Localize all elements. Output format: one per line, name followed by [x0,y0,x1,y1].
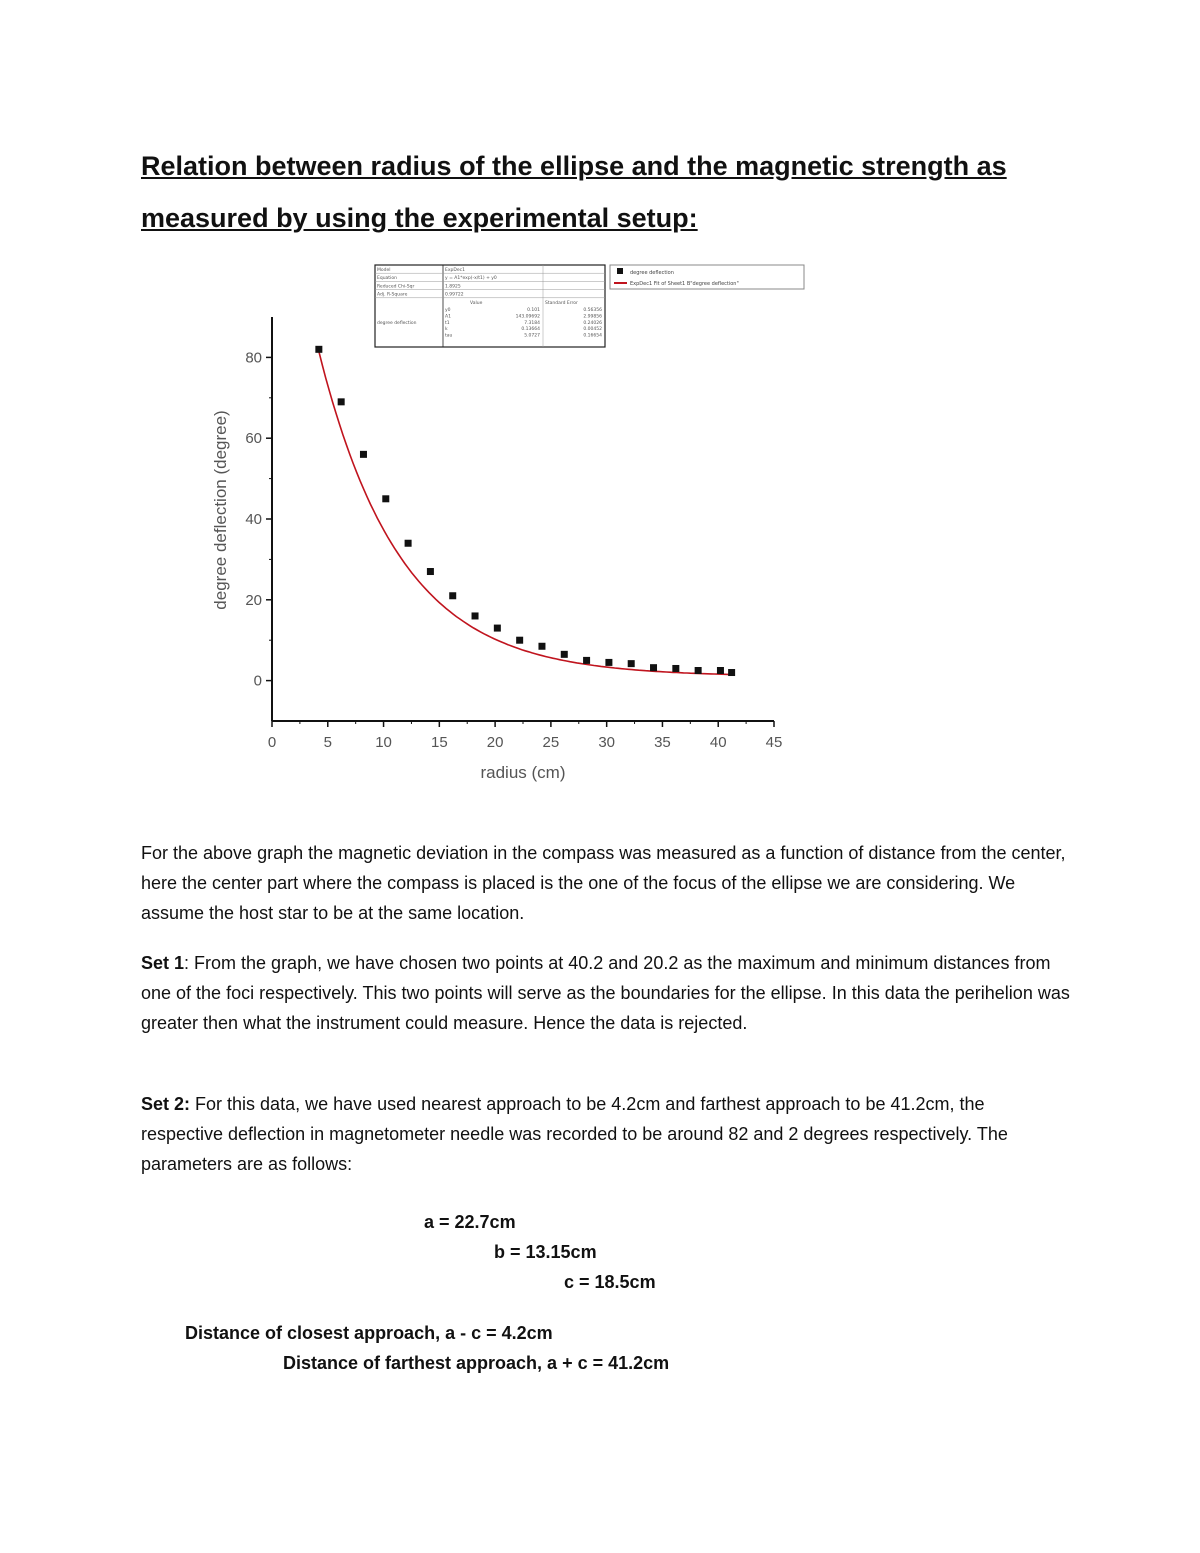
paragraph-set-1 [141,948,1071,1038]
fit-table-label: Equation [377,276,397,282]
x-tick-label: 10 [375,734,392,751]
x-tick-label: 35 [654,734,671,751]
fit-param-name: A1 [445,314,451,320]
data-point [561,651,568,658]
y-tick-label: 40 [245,511,262,528]
x-tick-label: 0 [267,734,277,751]
fit-results-table [375,265,605,347]
x-tick-label: 25 [542,734,560,751]
fit-param-value: 0.13664 [521,327,540,333]
x-tick-label: 20 [486,734,504,751]
data-point [717,667,724,674]
data-point [494,625,501,632]
title-line-1: Relation between radius of the ellipse and the magnetic strength as [141,151,1007,181]
x-tick-label: 5 [323,734,332,751]
fit-param-error: 0.16654 [583,333,602,339]
page-title [141,140,1101,244]
fit-table-header: Value [470,300,483,306]
paragraph-intro: For the above graph the magnetic deviation in the compass was measured as a function of distance from the center, here the center part where the compass is placed is the one of the focus of the ellipse we are considering. We assume the host star to be at the same location. [141,843,1066,923]
fit-table-label: Adj. R-Square [377,292,408,298]
y-tick-label: 0 [253,672,262,690]
fit-param-name: y0 [445,308,451,313]
title-line-2: measured by using the experimental setup: [141,203,698,233]
set-1-text: : From the graph, we have chosen two points at 40.2 and 20.2 as the maximum and minimum distances from one of the foci respectively. This two points will serve as the boundaries for the ellipse. In this data the perihelion was greater then what the instrument could measure. Hence the data is rejected. [141,953,1070,1033]
y-tick-label: 80 [245,349,262,367]
data-point [516,637,523,644]
legend-square-marker [617,268,623,274]
data-point [427,568,434,575]
fit-param-value: 5.0727 [524,333,540,339]
equation-c: c = 18.5cm [564,1272,656,1292]
data-point [472,612,479,619]
data-point [672,665,679,672]
y-tick-label: 60 [245,430,262,448]
fit-table-param-label: degree deflection [377,321,417,326]
fit-curve [319,352,732,675]
data-point [605,659,612,666]
data-point [382,495,389,502]
fit-table-value: 0.99722 [445,292,464,298]
fit-table-label: Model [377,268,391,273]
paragraph-set-2 [141,1089,1071,1179]
set-1-label: Set 1 [141,953,185,973]
data-point [338,398,345,405]
data-point [695,667,702,674]
y-tick-label: 20 [245,591,262,609]
fit-param-name: t1 [445,320,450,326]
fit-curve-group [319,352,732,675]
chart-ticks [245,349,782,751]
x-axis-label: radius (cm) [480,763,566,782]
data-point [728,669,735,676]
fit-param-error: 0.56356 [583,308,602,313]
fit-param-name: k [445,327,448,333]
equation-farthest-approach: Distance of farthest approach, a + c = 41.2cm [283,1353,670,1373]
fit-table-value: ExpDec1 [445,268,465,273]
data-point [538,643,545,650]
data-points [315,346,735,676]
set-2-text: For this data, we have used nearest approach to be 4.2cm and farthest approach to be 41.2cm, the respective deflection in magnetometer needle was recorded to be around 82 and 2 degrees respectively. The parameters are as follows: [141,1094,1008,1174]
chart-axes [272,317,774,721]
fit-param-name: tau [445,333,453,339]
fit-param-value: 7.3184 [524,320,540,326]
data-point [583,657,590,664]
legend-entry-fit: ExpDec1 Fit of Sheet1 B"degree deflection" [630,281,739,287]
data-point [405,540,412,547]
chart-legend [610,265,804,289]
fit-param-error: 2.99856 [583,314,602,320]
x-tick-label: 15 [430,734,448,751]
fit-param-value: 0.101 [527,308,540,313]
fit-table-value: 1.8925 [445,284,461,290]
fit-param-error: 0.00452 [583,327,602,333]
fit-table-header: Standard Error [545,300,578,306]
fit-table-label: Reduced Chi-Sqr [377,284,415,290]
x-tick-label: 40 [709,734,727,751]
fit-param-error: 0.24026 [583,320,602,326]
data-point [650,664,657,671]
x-tick-label: 45 [765,734,783,751]
data-point [628,660,635,667]
fit-table-value: y = A1*exp(-x/t1) + y0 [445,276,497,282]
x-tick-label: 30 [598,734,616,751]
fit-param-value: 143.09692 [515,314,540,320]
y-axis-label: degree deflection (degree) [211,410,230,610]
data-point [360,451,367,458]
equation-b: b = 13.15cm [494,1242,597,1262]
equation-a: a = 22.7cm [424,1212,516,1232]
legend-entry-data: degree deflection [630,270,674,276]
data-point [449,592,456,599]
set-2-label: Set 2: [141,1094,191,1114]
equation-closest-approach: Distance of closest approach, a - c = 4.2cm [185,1323,553,1343]
deflection-chart [200,250,820,795]
data-point [315,346,322,353]
